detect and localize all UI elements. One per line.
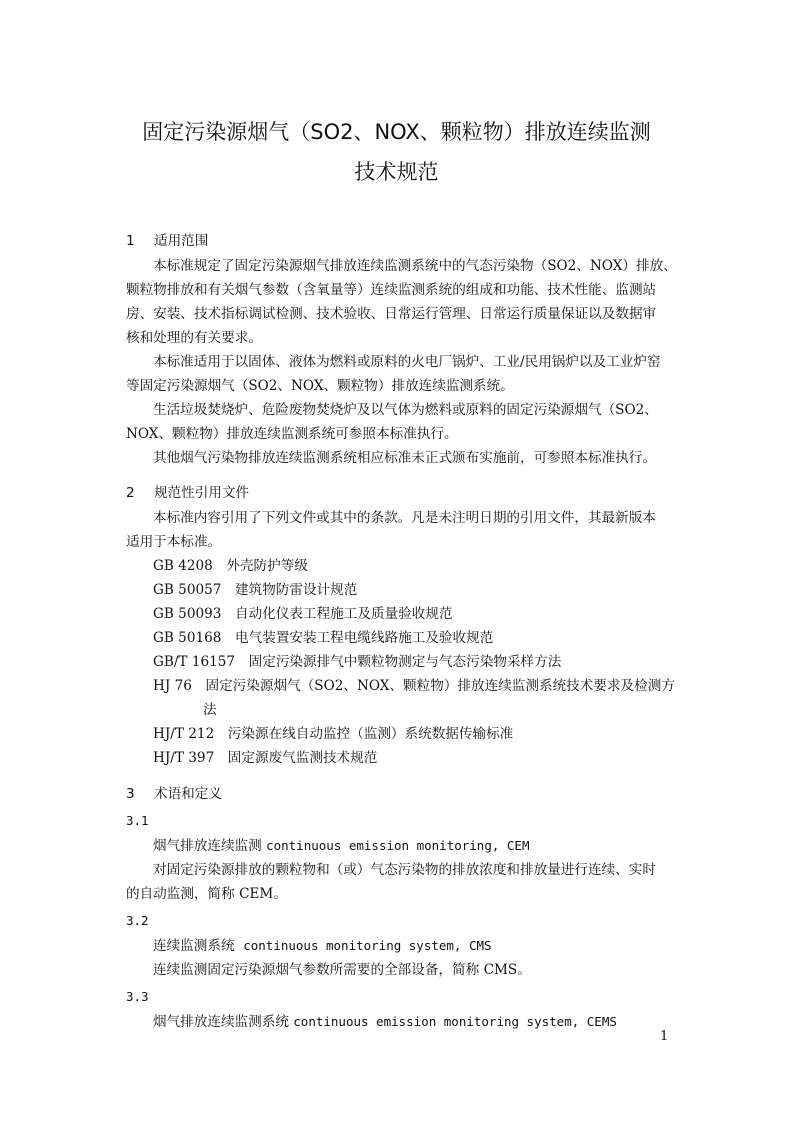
definition-term: 烟气排放连续监测系统 xyxy=(153,1014,289,1030)
section-3-heading xyxy=(126,785,222,803)
definition-term: 烟气排放连续监测 xyxy=(153,838,262,854)
definition-term-line xyxy=(153,1013,617,1031)
definition-body-line: 对固定污染源排放的颗粒物和（或）气态污染物的排放浓度和排放量进行连续、实时 xyxy=(153,862,656,878)
reference-item: GB 50168 电气装置安装工程电缆线路施工及验收规范 xyxy=(153,630,494,646)
reference-item: GB 50093 自动化仪表工程施工及质量验收规范 xyxy=(153,606,453,622)
reference-item: HJ/T 397 固定源废气监测技术规范 xyxy=(153,750,378,766)
paragraph-line: 颗粒物排放和有关烟气参数（含氧量等）连续监测系统的组成和功能、技术性能、监测站 xyxy=(126,282,657,298)
paragraph-line: 核和处理的有关要求。 xyxy=(126,330,262,346)
definition-body-line: 连续监测固定污染源烟气参数所需要的全部设备，简称 CMS。 xyxy=(153,962,531,978)
reference-item-continuation: 法 xyxy=(203,702,217,718)
definition-term-english: continuous emission monitoring, CEM xyxy=(266,838,530,853)
page-number: 1 xyxy=(660,1029,669,1044)
definition-term-english: continuous emission monitoring system, CEMS xyxy=(293,1014,617,1029)
section-number: 1 xyxy=(126,233,135,249)
section-2-heading xyxy=(126,484,249,502)
paragraph-line: 本标准内容引用了下列文件或其中的条款。凡是未注明日期的引用文件，其最新版本 xyxy=(153,510,656,526)
section-number: 2 xyxy=(126,485,135,501)
paragraph-line: NOX、颗粒物）排放连续监测系统可参照本标准执行。 xyxy=(126,426,458,442)
section-title: 规范性引用文件 xyxy=(154,485,250,501)
reference-item: GB/T 16157 固定污染源排气中颗粒物测定与气态污染物采样方法 xyxy=(153,654,562,670)
document-title-line-2: 技术规范 xyxy=(354,160,439,184)
reference-item: GB 50057 建筑物防雷设计规范 xyxy=(153,582,358,598)
paragraph-line: 房、安装、技术指标调试检测、技术验收、日常运行管理、日常运行质量保证以及数据审 xyxy=(126,306,657,322)
definition-number: 3.1 xyxy=(126,813,149,828)
definition-term: 连续监测系统 xyxy=(153,938,235,954)
definition-term-english: continuous monitoring system, CMS xyxy=(243,938,492,953)
definition-term-line xyxy=(153,937,492,955)
definition-term-line xyxy=(153,837,529,855)
paragraph-line: 适用于本标准。 xyxy=(126,534,222,550)
paragraph-line: 本标准适用于以固体、液体为燃料或原料的火电厂锅炉、工业/民用锅炉以及工业炉窑 xyxy=(153,354,661,370)
reference-item: GB 4208 外壳防护等级 xyxy=(153,558,308,574)
paragraph-line: 生活垃圾焚烧炉、危险废物焚烧炉及以气体为燃料或原料的固定污染源烟气（SO2、 xyxy=(153,402,658,418)
reference-item: HJ 76 固定污染源烟气（SO2、NOX、颗粒物）排放连续监测系统技术要求及检测方 xyxy=(153,678,675,694)
paragraph-line: 其他烟气污染物排放连续监测系统相应标准未正式颁布实施前，可参照本标准执行。 xyxy=(153,450,656,466)
definition-number: 3.2 xyxy=(126,913,149,928)
section-1-heading xyxy=(126,232,208,250)
section-number: 3 xyxy=(126,786,135,802)
section-title: 适用范围 xyxy=(154,233,209,249)
definition-number: 3.3 xyxy=(126,989,149,1004)
paragraph-line: 本标准规定了固定污染源烟气排放连续监测系统中的气态污染物（SO2、NOX）排放、 xyxy=(153,258,677,274)
definition-body-line: 的自动监测，简称 CEM。 xyxy=(126,886,287,902)
reference-item: HJ/T 212 污染源在线自动监控（监测）系统数据传输标准 xyxy=(153,726,514,742)
paragraph-line: 等固定污染源烟气（SO2、NOX、颗粒物）排放连续监测系统。 xyxy=(126,378,514,394)
document-title-line-1: 固定污染源烟气（SO2、NOX、颗粒物）排放连续监测 xyxy=(142,120,651,144)
section-title: 术语和定义 xyxy=(154,786,222,802)
